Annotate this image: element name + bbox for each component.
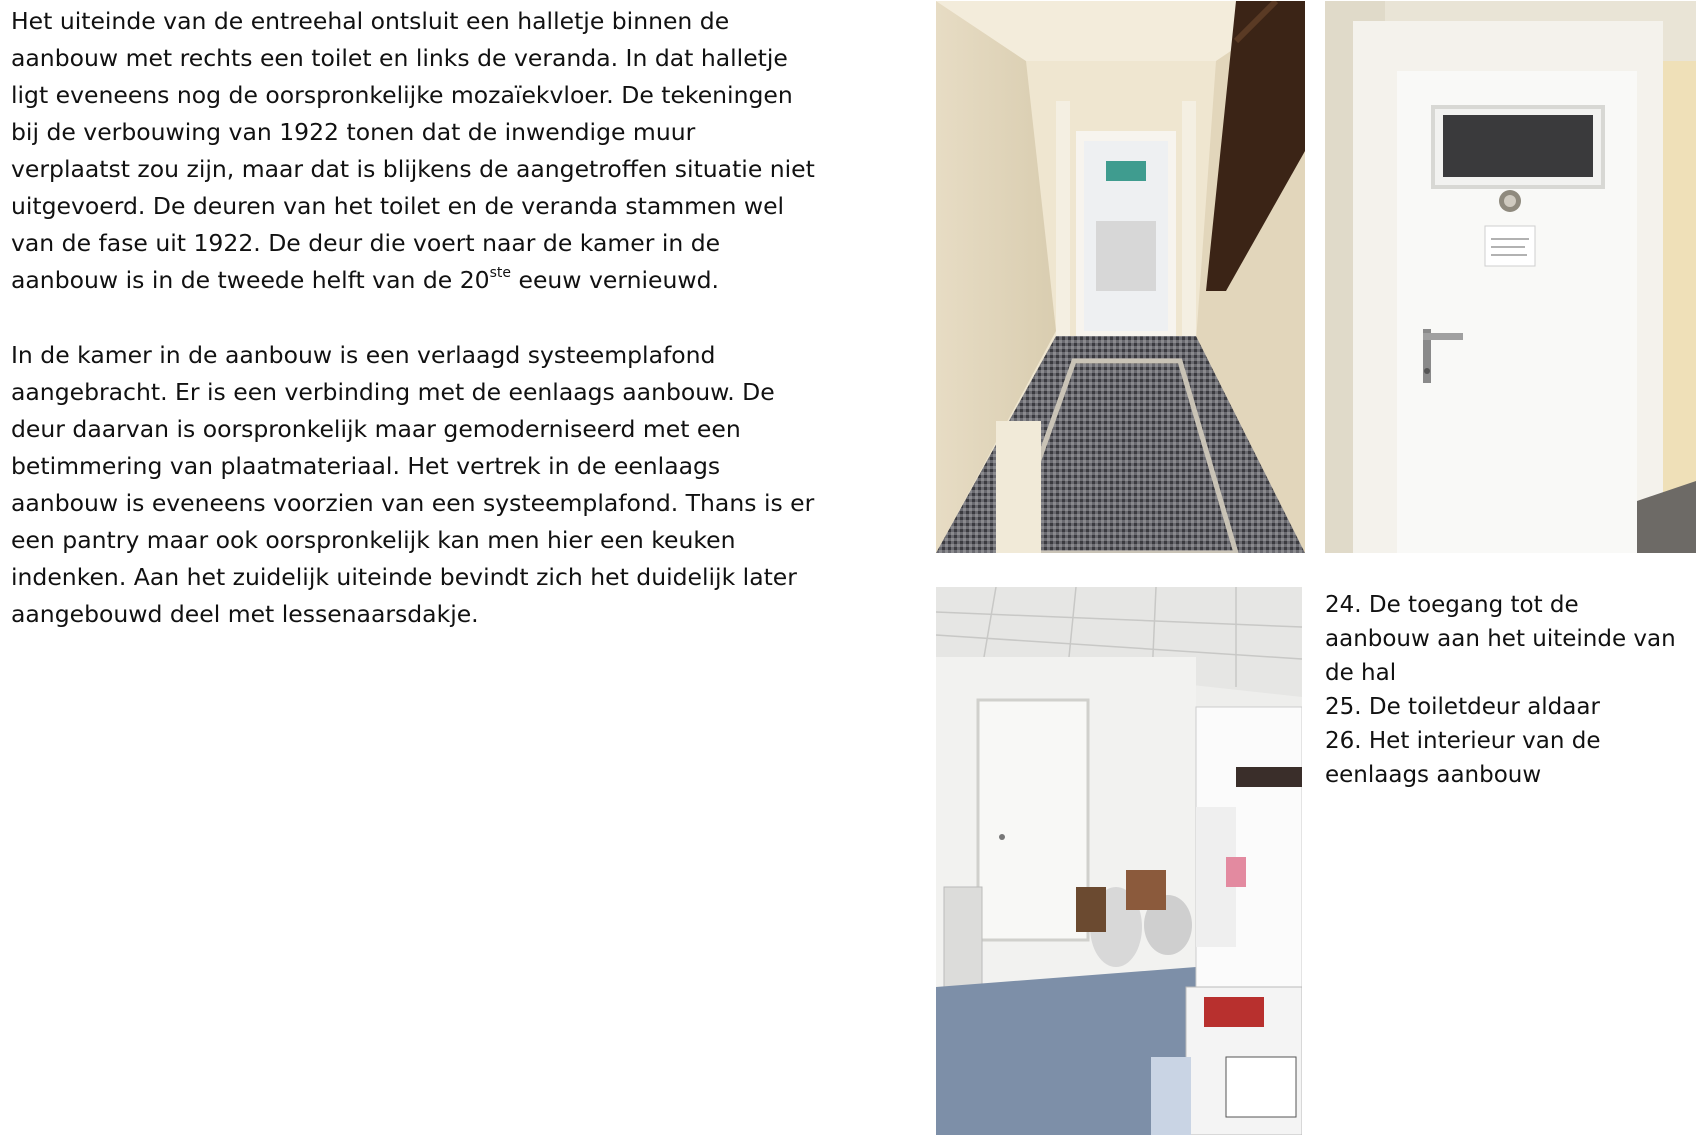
text-line: deur daarvan is oorspronkelijk maar gemoderniseerd met een: [11, 415, 741, 443]
caption-line: 25. De toiletdeur aldaar: [1325, 694, 1600, 720]
paragraph-2: [11, 337, 851, 633]
text-line: In de kamer in de aanbouw is een verlaagd systeemplafond: [11, 341, 716, 369]
text-segment: aanbouw is in de tweede helft van de 20: [11, 266, 490, 294]
text-line: aanbouw is eveneens voorzien van een systeemplafond. Thans is er: [11, 489, 815, 517]
caption-line: 26. Het interieur van de: [1325, 728, 1601, 754]
text-line: bij de verbouwing van 1922 tonen dat de inwendige muur: [11, 118, 696, 146]
text-line: verplaatst zou zijn, maar dat is blijkens de aangetroffen situatie niet: [11, 155, 815, 183]
caption-line: de hal: [1325, 660, 1397, 686]
text-line-with-superscript: [11, 262, 851, 299]
text-line: aangebouwd deel met lessenaarsdakje.: [11, 600, 479, 628]
text-line: indenken. Aan het zuidelijk uiteinde bevindt zich het duidelijk later: [11, 563, 797, 591]
text-line: een pantry maar ook oorspronkelijk kan men hier een keuken: [11, 526, 736, 554]
superscript: ste: [489, 265, 512, 282]
text-line: aangebracht. Er is een verbinding met de eenlaags aanbouw. De: [11, 378, 775, 406]
photo-corridor: [936, 1, 1305, 553]
text-segment: eeuw vernieuwd.: [511, 266, 719, 294]
text-line: aanbouw met rechts een toilet en links de veranda. In dat halletje: [11, 44, 788, 72]
photo-extension-interior: [936, 587, 1302, 1135]
caption-line: aanbouw aan het uiteinde van: [1325, 626, 1676, 652]
paragraph-1: [11, 3, 851, 299]
caption-line: 24. De toegang tot de: [1325, 592, 1579, 618]
text-line: van de fase uit 1922. De deur die voert naar de kamer in de: [11, 229, 721, 257]
text-line: Het uiteinde van de entreehal ontsluit een halletje binnen de: [11, 7, 730, 35]
text-line: uitgevoerd. De deuren van het toilet en de veranda stammen wel: [11, 192, 785, 220]
photo-captions: [1325, 588, 1695, 792]
text-line: ligt eveneens nog de oorspronkelijke mozaïekvloer. De tekeningen: [11, 81, 793, 109]
text-line: betimmering van plaatmateriaal. Het vertrek in de eenlaags: [11, 452, 721, 480]
caption-line: eenlaags aanbouw: [1325, 762, 1542, 788]
photo-toilet-door: [1325, 1, 1696, 553]
